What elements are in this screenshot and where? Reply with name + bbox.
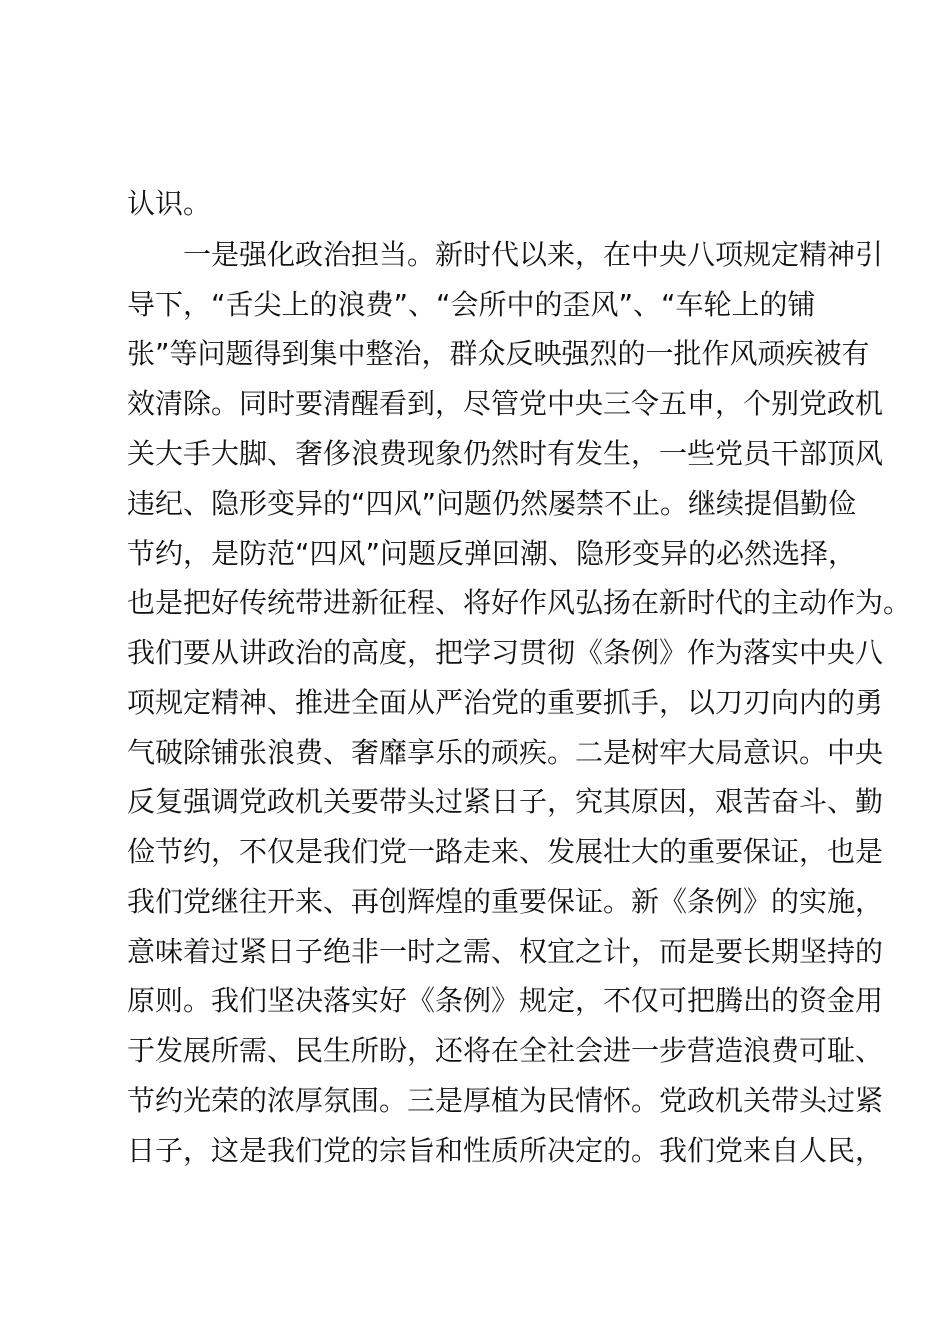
text-line: 项规定精神、推进全面从严治党的重要抓手，以刀刃向内的勇 <box>127 686 884 719</box>
text-line: 导下，“舌尖上的浪费”、“会所中的歪风”、“车轮上的铺 <box>127 288 816 321</box>
text-line: 节约光荣的浓厚氛围。三是厚植为民情怀。党政机关带头过紧 <box>127 1084 884 1117</box>
text-line: 张”等问题得到集中整治，群众反映强烈的一批作风顽疾被有 <box>127 337 870 370</box>
text-line: 关大手大脚、奢侈浪费现象仍然时有发生，一些党员干部顶风 <box>127 437 884 470</box>
text-line: 节约，是防范“四风”问题反弹回潮、隐形变异的必然选择， <box>127 537 857 570</box>
text-line: 俭节约，不仅是我们党一路走来、发展壮大的重要保证，也是 <box>127 835 884 868</box>
text-line: 效清除。同时要清醒看到，尽管党中央三令五申，个别党政机 <box>127 387 884 420</box>
text-line: 违纪、隐形变异的“四风”问题仍然屡禁不止。继续提倡勤俭 <box>127 487 857 520</box>
text-line: 反复强调党政机关要带头过紧日子，究其原因，艰苦奋斗、勤 <box>127 785 884 818</box>
text-line: 于发展所需、民生所盼，还将在全社会进一步营造浪费可耻、 <box>127 1034 884 1067</box>
text-line: 我们要从讲政治的高度，把学习贯彻《条例》作为落实中央八 <box>127 636 884 669</box>
text-line: 意味着过紧日子绝非一时之需、权宜之计，而是要长期坚持的 <box>127 935 884 968</box>
text-line: 也是把好传统带进新征程、将好作风弘扬在新时代的主动作为。 <box>127 586 912 619</box>
text-line: 气破除铺张浪费、奢靡享乐的顽疾。二是树牢大局意识。中央 <box>127 736 884 769</box>
text-line: 原则。我们坚决落实好《条例》规定，不仅可把腾出的资金用 <box>127 984 884 1017</box>
text-line: 一是强化政治担当。新时代以来，在中央八项规定精神引 <box>183 238 884 271</box>
text-line: 日子，这是我们党的宗旨和性质所决定的。我们党来自人民， <box>127 1134 884 1167</box>
text-line: 我们党继往开来、再创辉煌的重要保证。新《条例》的实施， <box>127 885 884 918</box>
text-line: 认识。 <box>127 187 212 220</box>
